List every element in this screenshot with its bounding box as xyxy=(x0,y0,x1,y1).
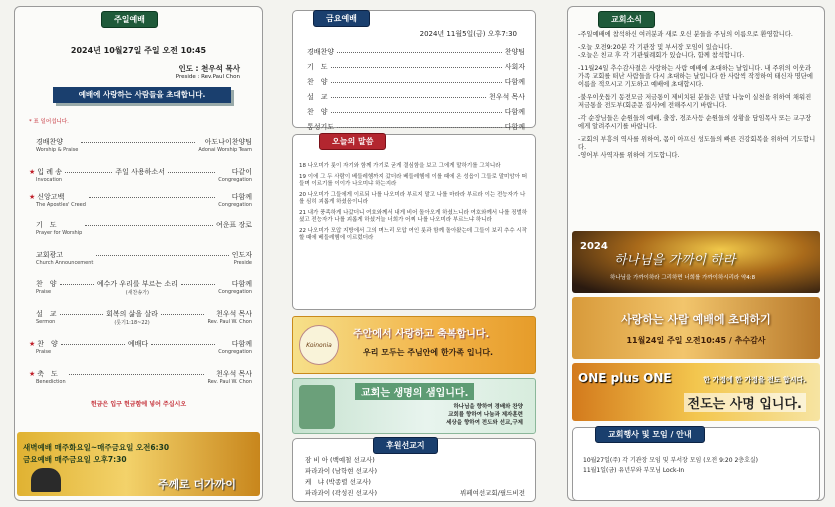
friday-item: 찬 양 xyxy=(307,108,328,116)
star-marker: ★ xyxy=(29,168,36,176)
verse-paragraph: 21 내가 풍족하게 나갔더니 여호와께서 내게 비어 돌아오게 하셨느니라 여호와께서 나를 징벌하셨고 전능자가 나를 괴롭게 하셨거늘 너희가 어찌 나를 나오미라 부르느냐 하니라 xyxy=(299,210,528,223)
order-middle xyxy=(106,309,158,326)
support-row xyxy=(305,455,525,464)
friday-item: 찬 양 xyxy=(307,78,328,86)
friday-row xyxy=(307,77,525,89)
order-leader-en: Congregation xyxy=(218,177,253,183)
support-mission: 파라과이 (곽성진 선교사) xyxy=(305,489,377,497)
order-item xyxy=(29,167,62,183)
sermon-box xyxy=(292,134,536,310)
leader-dots xyxy=(85,220,213,226)
mission-title: 교회는 생명의 샘입니다. xyxy=(355,383,474,400)
koinonia-banner xyxy=(292,316,536,374)
order-title: 찬 양 xyxy=(37,340,58,348)
friday-tag: 금요예배 xyxy=(313,10,370,27)
order-row xyxy=(29,220,252,244)
order-leader-text: 다함께 xyxy=(231,280,253,288)
verse-paragraph: 20 나오미가 그들에게 이르되 나를 나오미라 부르지 말고 나를 마라라 부르라 이는 전능자가 나를 심히 괴롭게 하셨음이니라 xyxy=(299,192,526,205)
leader-dots xyxy=(89,192,215,198)
order-title-en: Invocation xyxy=(36,177,63,183)
sunday-leader-en: Preside : Rev.Paul Chon xyxy=(175,74,240,80)
friday-leader: 찬양팀 xyxy=(504,48,525,56)
standing-note-text: 표 일어섭니다. xyxy=(33,119,69,125)
news-item: -11월24일 추수감사절은 사랑하는 사람 예배에 초대하는 날입니다. 내 주위의 이웃과 가족 교회를 떠난 사람들을 다시 초대하는 날입니다 한 사람씩 작정하여 태신자 명단에 이름을 적으시고 기도하고 예배에 초대합시다. xyxy=(578,65,813,88)
leader-dots xyxy=(61,339,125,345)
mission-lines xyxy=(446,403,523,427)
order-item xyxy=(29,220,82,236)
friday-row xyxy=(307,92,525,104)
order-title: 경배찬양 xyxy=(36,138,64,146)
offering-note: 헌금은 입구 헌금함에 넣어 주십시오 xyxy=(90,401,187,408)
leader-dots xyxy=(151,339,215,345)
leader-dots xyxy=(96,250,228,256)
events-box xyxy=(572,427,820,501)
order-leader-en: Adonai Worship Team xyxy=(198,147,252,153)
events-tag: 교회행사 및 모임 / 안내 xyxy=(595,426,705,443)
leader-dots xyxy=(337,122,502,128)
friday-item: 통성기도 xyxy=(307,123,335,131)
order-leader-en: Rev. Paul W. Chon xyxy=(207,379,252,385)
star-marker: ★ xyxy=(29,370,36,378)
friday-leader: 다함께 xyxy=(504,78,525,86)
order-title-en: Benediction xyxy=(36,379,66,385)
thanksgiving-title: 사랑하는 사람 예배에 초대하기 xyxy=(621,313,771,326)
order-title-en: Church Announcement xyxy=(36,260,94,266)
order-leader xyxy=(207,309,252,325)
news-list xyxy=(578,31,816,165)
friday-row xyxy=(307,107,525,119)
order-row xyxy=(29,279,252,303)
koinonia-line1: 주안에서 사랑하고 축복합니다. xyxy=(353,329,490,340)
friday-service-box xyxy=(292,10,536,131)
order-middle-text: 예배다 xyxy=(127,340,149,348)
order-row xyxy=(29,369,252,393)
mission-line: 세상을 향하여 전도와 선교,구제 xyxy=(446,420,523,426)
order-row xyxy=(29,137,252,161)
support-tag: 후원선교지 xyxy=(373,437,438,454)
standing-note: * 표 일어섭니다. xyxy=(29,119,69,125)
friday-leader: 다함께 xyxy=(504,123,525,131)
sunday-leader: 인도 : 천우석 목사 xyxy=(178,64,240,73)
friday-row xyxy=(307,47,525,59)
banner-2024 xyxy=(572,231,820,293)
order-leader xyxy=(218,339,252,355)
banner-2024-verse: 하나님을 가까이하라 그리하면 너희를 가까이하시리라 약4:8 xyxy=(610,275,756,281)
order-leader-en: Congregation xyxy=(218,349,252,355)
order-item xyxy=(29,309,57,325)
support-row xyxy=(305,488,525,497)
order-title: 찬 양 xyxy=(36,280,57,288)
leader-dots xyxy=(181,279,215,285)
verse-paragraph: 22 나오미가 모압 지방에서 그의 며느리 모압 여인 룻과 함께 돌아왔는데 그들이 보리 추수 시작할 때에 베들레헴에 이르렀더라 xyxy=(299,228,528,241)
one-plus-one-banner xyxy=(572,363,820,421)
order-leader-text: 아도나이찬양팀 xyxy=(204,138,252,146)
star-marker: ★ xyxy=(29,340,36,348)
order-row xyxy=(29,167,252,191)
order-leader xyxy=(232,250,252,266)
friday-item: 설 교 xyxy=(307,93,328,101)
order-item xyxy=(29,192,86,208)
news-column xyxy=(567,6,825,501)
order-middle xyxy=(128,339,148,349)
order-leader-en: Congregation xyxy=(218,289,253,295)
verse-paragraph: 19 이에 그 두 사람이 베들레헴까지 갔더라 베들레헴에 이를 때에 온 성읍이 그들로 말미암아 떠들며 이르기를 이이가 나오미냐 하는지라 xyxy=(299,174,528,187)
one-plus-one-brand: ONE plus ONE xyxy=(578,371,672,385)
order-item xyxy=(29,250,93,266)
order-leader xyxy=(207,369,252,385)
order-middle-sub: (룻기1:18~22) xyxy=(114,320,150,326)
order-leader xyxy=(218,192,252,208)
church-image xyxy=(299,385,335,429)
koinonia-line2: 우리 모두는 주님안에 한가족 입니다. xyxy=(363,348,494,357)
friday-item: 경배찬양 xyxy=(307,48,335,56)
order-title: 기 도 xyxy=(36,221,57,229)
thanksgiving-date: 11월24일 주일 오전10:45 / 추수감사 xyxy=(626,336,766,345)
order-leader-text: 천우석 목사 xyxy=(215,370,252,378)
order-item xyxy=(29,369,66,385)
friday-leader: 다함께 xyxy=(504,108,525,116)
order-row xyxy=(29,339,252,363)
sermon-tag: 오늘의 말씀 xyxy=(319,133,386,150)
order-leader xyxy=(218,167,252,183)
order-middle-text: 회복의 삶을 살라 xyxy=(106,310,158,318)
order-item xyxy=(29,279,57,295)
leader-dots xyxy=(65,167,112,173)
sunday-date: 2024년 10월27일 주일 오전 10:45 xyxy=(70,46,207,55)
event-item: 10월27일(주) 각 기관장 모임 및 부서장 모임 (오전 9:20 2층호실) xyxy=(583,457,759,464)
support-sponsor: 뷔페여선교회/필드비전 xyxy=(460,489,525,497)
dawn-service-text: 새벽예배 매주화요일~매주금요일 오전6:30 xyxy=(23,443,170,452)
order-leader-text: 천우석 목사 xyxy=(215,310,252,318)
news-item: -교회의 부흥의 역사를 위하여, 몸이 아프신 성도들의 빠른 건강회복을 위하여 기도합니다. -영어부 사역자를 위하여 기도합니다. xyxy=(578,136,816,159)
leader-dots xyxy=(161,309,205,315)
leader-dots xyxy=(337,47,502,53)
order-title-en: Sermon xyxy=(36,319,56,325)
event-item: 11월1일(금) 유년부와 부모님 Lock-In xyxy=(583,467,685,474)
middle-column xyxy=(288,6,541,501)
order-middle xyxy=(115,167,165,177)
support-mission: 잠 비 아 (백예철 선교사) xyxy=(305,456,375,464)
star-marker: ★ xyxy=(29,193,36,201)
support-row xyxy=(305,477,525,486)
order-leader-text: 여운표 장로 xyxy=(215,221,252,229)
invite-banner: 예배에 사랑하는 사람들을 초대합니다. xyxy=(53,87,231,103)
order-row xyxy=(29,192,252,216)
order-title: 교회광고 xyxy=(36,251,64,259)
news-item: -오늘 오전9:20분 각 기관장 및 부서장 모임이 있습니다. -오늘은 친교 후 각 기관월례회가 있습니다, 함께 참석합니다. xyxy=(578,44,745,59)
order-row xyxy=(29,309,252,333)
praying-silhouette xyxy=(31,468,61,492)
order-leader xyxy=(218,279,252,295)
mission-line: 하나님을 향하여 경배와 찬양 xyxy=(453,404,523,410)
order-leader xyxy=(216,220,252,230)
friday-service-text: 금요예배 매주금요일 오후7:30 xyxy=(23,455,127,464)
support-mission: 파라과이 (남학현 선교사) xyxy=(305,467,377,475)
leader-dots xyxy=(168,167,215,173)
order-row xyxy=(29,250,252,274)
order-middle-text: 예수가 우리를 부르는 소리 xyxy=(96,280,178,288)
friday-leader: 사회자 xyxy=(504,63,525,71)
news-tag: 교회소식 xyxy=(598,11,655,28)
leader-dots xyxy=(331,77,502,83)
sunday-service-panel xyxy=(14,6,263,501)
banner-year: 2024 xyxy=(580,241,608,252)
order-leader-text: 다함께 xyxy=(231,340,252,348)
order-item xyxy=(29,339,58,355)
sermon-text xyxy=(299,163,529,246)
motto-text: 주께로 더가까이 xyxy=(157,478,236,491)
order-title: 설 교 xyxy=(36,310,57,318)
order-title: 입 례 송 xyxy=(37,168,63,176)
banner-2024-title: 하나님을 가까이 하라 xyxy=(614,253,736,268)
mission-banner xyxy=(292,378,536,434)
mission-line: 교회를 향하여 나눔과 제자훈련 xyxy=(448,412,523,418)
order-item xyxy=(29,137,78,153)
order-leader-en: Congregation xyxy=(218,202,252,208)
order-title-en: Praise xyxy=(36,349,52,355)
order-middle xyxy=(97,279,178,296)
friday-leader: 천우석 목사 xyxy=(488,93,525,101)
leader-dots xyxy=(60,309,104,315)
friday-item: 기 도 xyxy=(307,63,328,71)
leader-dots xyxy=(81,137,195,143)
support-row xyxy=(305,466,525,475)
order-leader xyxy=(198,137,252,153)
verse-paragraph: 18 나오미가 룻이 자기와 함께 가기로 굳게 결심함을 보고 그에게 말하기를 그치니라 xyxy=(299,163,501,169)
sunday-tag: 주일예배 xyxy=(101,11,158,28)
one-plus-one-line2: 전도는 사명 입니다. xyxy=(684,393,806,412)
order-title-en: The Apostles' Creed xyxy=(36,202,86,208)
invite-thanksgiving-banner xyxy=(572,297,820,359)
prayer-banner xyxy=(17,432,260,496)
order-title: 신앙고백 xyxy=(37,193,65,201)
leader-dots xyxy=(60,279,94,285)
order-leader-text: 다함께 xyxy=(231,193,252,201)
order-title-en: Praise xyxy=(36,289,52,295)
support-mission: 케 냐 (박종렬 선교사) xyxy=(305,478,371,486)
order-middle-text: 주일 사용하소서 xyxy=(115,168,165,176)
order-leader-text: 다같이 xyxy=(231,168,253,176)
order-middle-sub: (새찬송가) xyxy=(125,290,150,296)
news-item: -각 순장님들은 순원들의 예배, 출장, 경조사등 순원들의 상황을 담임목사 또는 교구장 에게 알려주시기를 바랍니다. xyxy=(578,115,812,130)
koinonia-logo: Koinonia xyxy=(299,325,339,365)
order-leader-text: 인도자 xyxy=(231,251,252,259)
leader-dots xyxy=(331,107,502,113)
one-plus-one-line1: 한 가정에 한 가정을 전도 합시다. xyxy=(703,376,806,384)
order-leader-en: Rev. Paul W. Chon xyxy=(207,319,252,325)
friday-row xyxy=(307,62,525,74)
order-title: 축 도 xyxy=(37,370,58,378)
order-title-en: Prayer for Worship xyxy=(36,230,83,236)
leader-dots xyxy=(331,92,486,98)
news-item: -불우이웃돕기 동전모금 저금통이 제비치된 분들은 년말 나눔이 실천을 위하여 채워진 저금통을 전도부(회준문 집사)에 전해주시기 바랍니다. xyxy=(578,94,812,109)
order-title-en: Worship & Praise xyxy=(36,147,79,153)
events-list xyxy=(583,456,758,476)
friday-date: 2024년 11월5일(금) 오후7:30 xyxy=(419,30,517,38)
news-item: -주일예배에 참석하신 여러분과 새로 오신 분들을 주님의 이름으로 환영합니다. xyxy=(578,31,793,38)
support-box xyxy=(292,438,536,502)
order-leader-en: Preside xyxy=(233,260,252,266)
leader-dots xyxy=(69,369,205,375)
leader-dots xyxy=(331,62,502,68)
